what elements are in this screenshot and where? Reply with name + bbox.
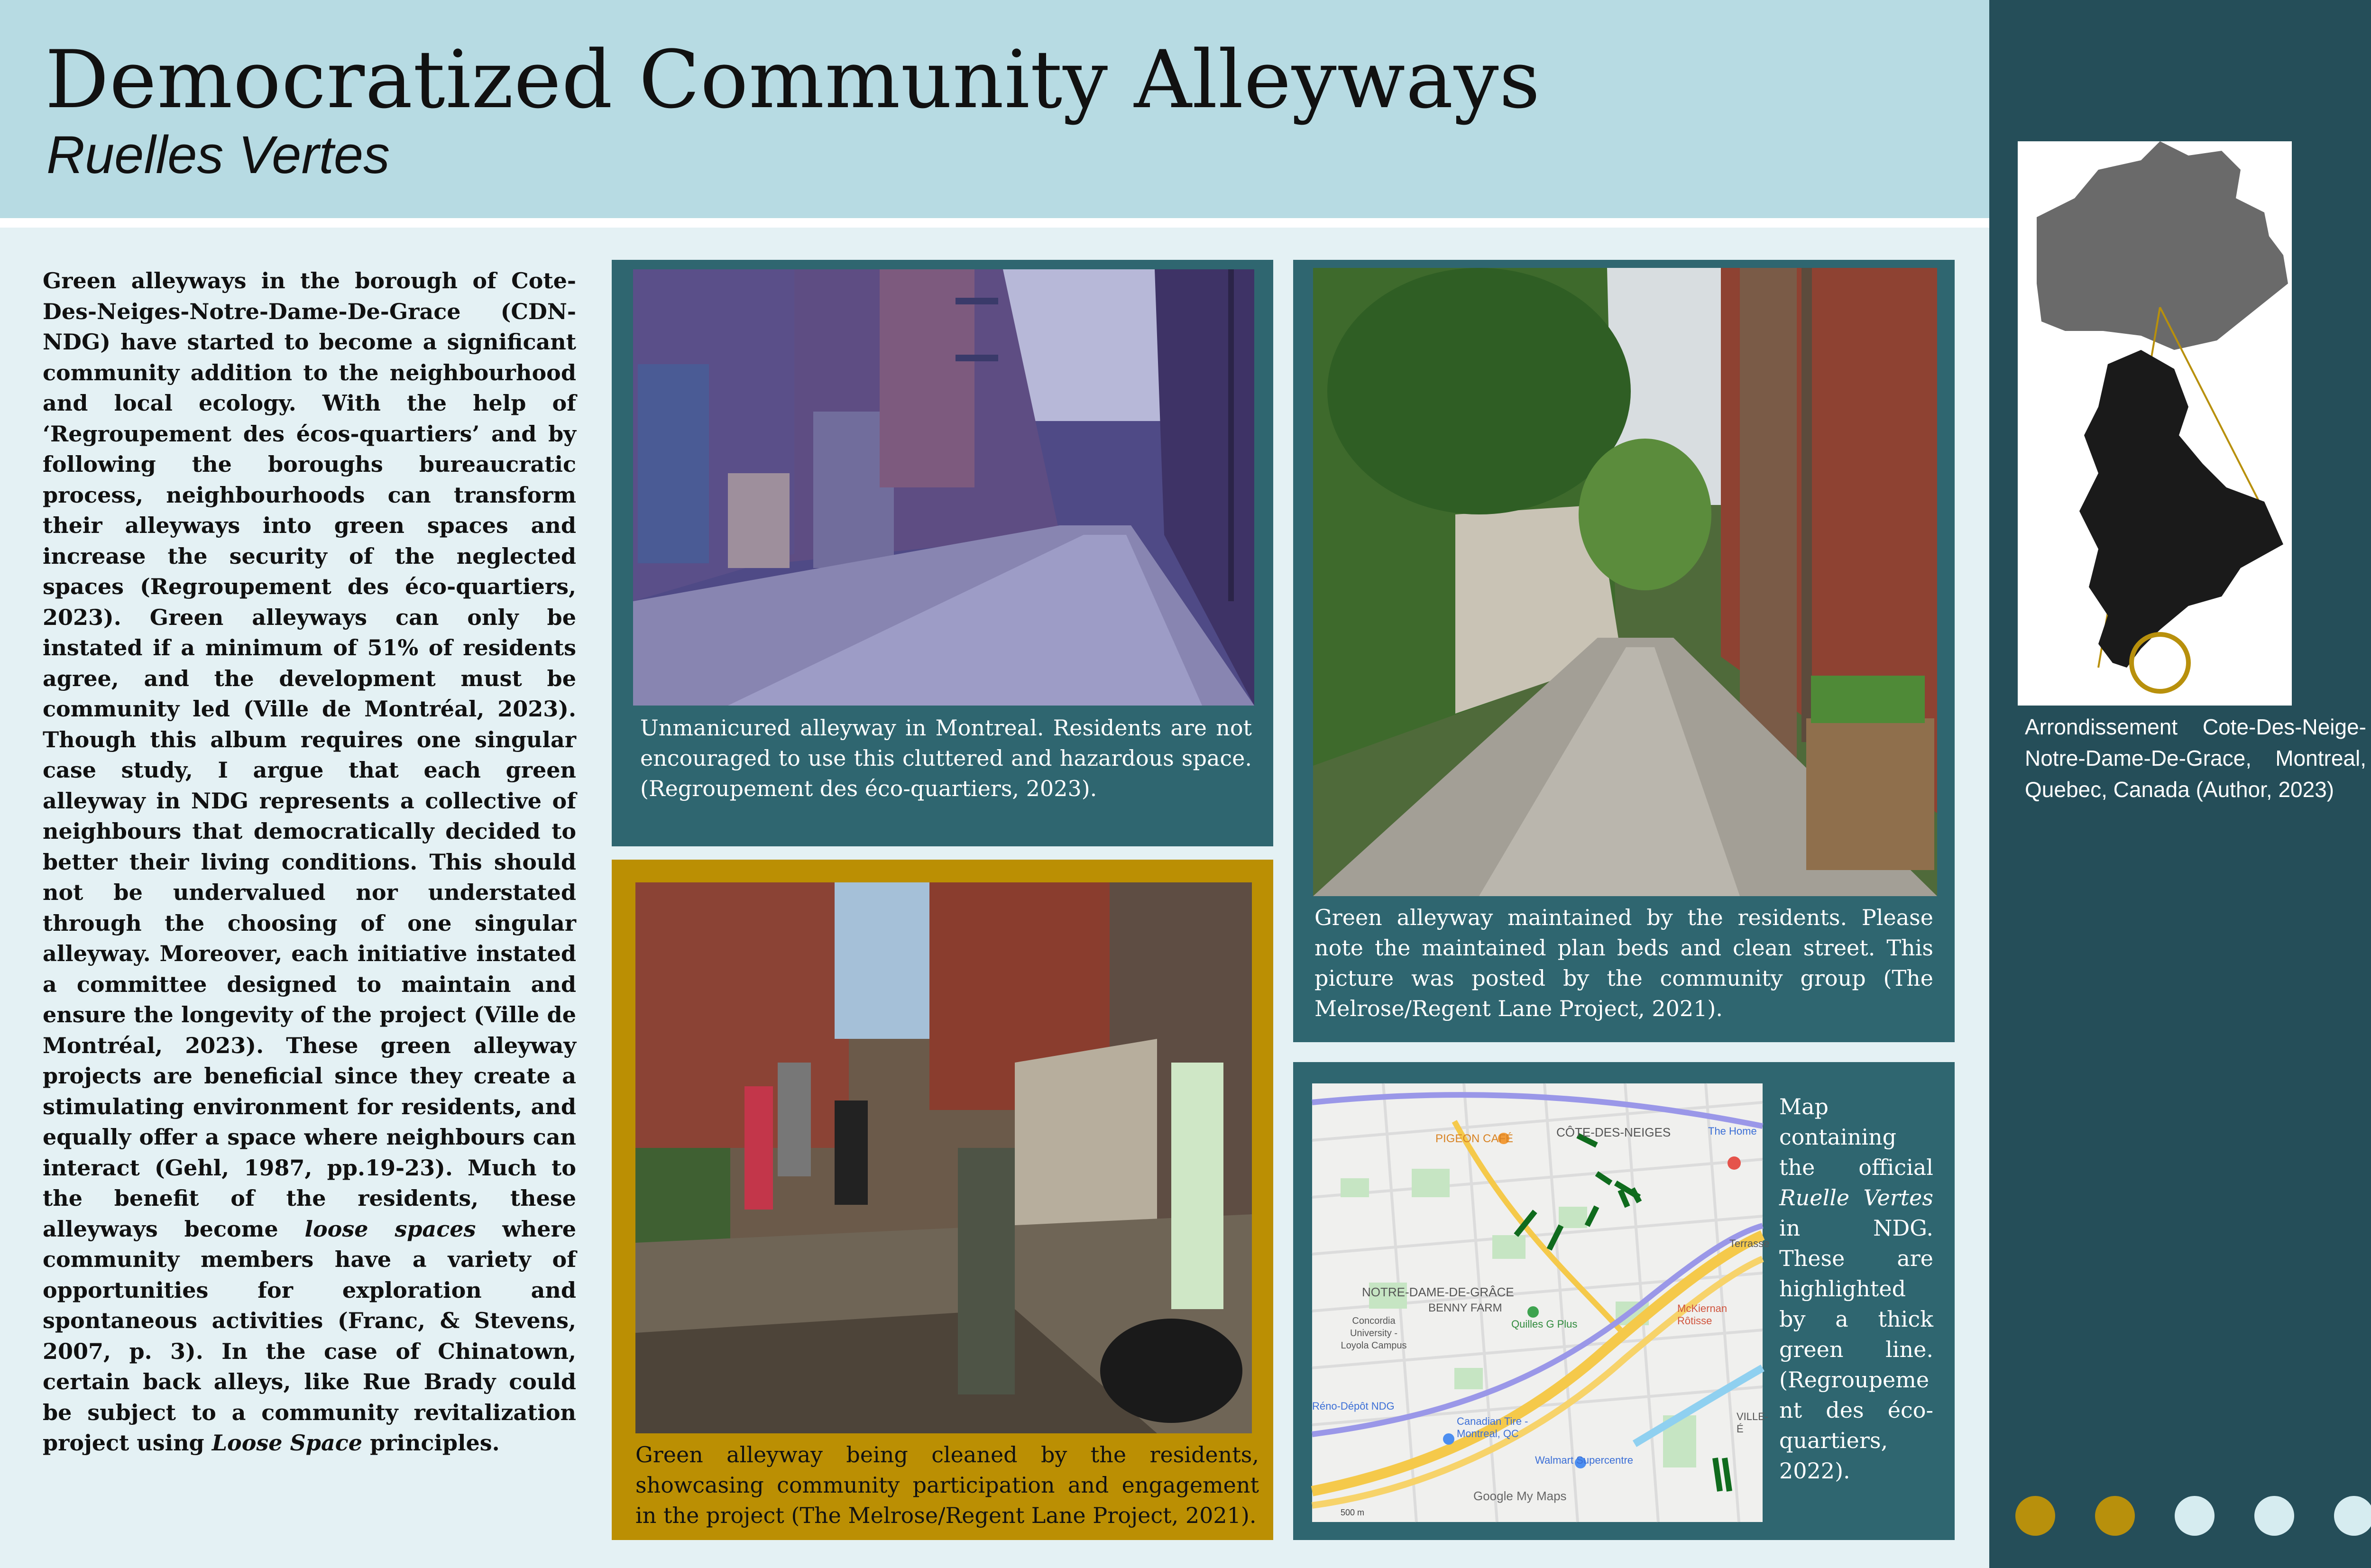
map-caption-part-2: in NDG. These are highlighted by a thick green line.(Regroupement des éco-quartiers, 2022). [1779, 1215, 1933, 1484]
locator-caption: Arrondissement Cote-Des-Neige-Notre-Dame-De-Grace, Montreal, Quebec, Canada (Author, 2023) [2025, 715, 2366, 802]
unmanicured-alley-photo [633, 269, 1254, 706]
header-divider [0, 218, 1989, 228]
essay-part-1: Green alleyways in the borough of Cote-Des-Neiges-Notre-Dame-De-Grace (CDN-NDG) have started to become a significant community addition to the neighbourhood and local ecology. With the help of ‘Regroupement des écos-quartiers’ and by following the boroughs bureaucratic process, neighbourhoods can transform their alleyways into green spaces and increase the security of the neglected spaces (Regroupement des éco-quartiers, 2023). Green alleyways can only be instated if a minimum of 51% of residents agree, and the development must be community led (Ville de Montréal, 2023). Though this album requires one singular case study, I argue that each green alleyway in NDG represents a collective of neighbours that democratically decided to better their living conditions. This should not be undervalued nor understated through the choosing of one singular alleyway. Moreover, each initiative instated a committee designed to maintain and ensure the longevity of the project (Ville de Montréal, 2023). These green alleyway projects are beneficial since they create a stimulating environment for residents, and equally offer a space where neighbours can interact (Gehl, 1987, pp.19-23). Much to the benefit of the residents, these alleyways become [43, 268, 576, 1242]
map-label-mckiernan: McKiernan Rôtisse [1677, 1302, 1728, 1327]
cleaning-alley-caption: Green alleyway being cleaned by the residents, showcasing community participation and engagement in the project (The Melrose/Regent Lane Project, 2021). [635, 1442, 1259, 1528]
page-dot[interactable] [2095, 1496, 2135, 1536]
map-label-ndg: NOTRE-DAME-DE-GRÂCE [1362, 1285, 1514, 1299]
header-banner [0, 0, 1989, 218]
page-subtitle: Ruelles Vertes [46, 125, 390, 184]
essay-text [43, 266, 576, 1458]
map-label-cote-des-neiges: CÔTE-DES-NEIGES [1556, 1125, 1671, 1139]
maintained-alley-panel [1293, 260, 1955, 1042]
map-label-ville: VILLE-É [1737, 1411, 1769, 1435]
map-label-walmart: Walmart Supercentre [1535, 1454, 1634, 1466]
map-google-logo: Google My Maps [1473, 1489, 1567, 1503]
map-label-quilles: Quilles G Plus [1511, 1318, 1578, 1330]
green-alley-map-panel [1293, 1062, 1955, 1540]
map-caption-part-1: Map containing the official [1779, 1094, 1933, 1180]
maintained-alley-photo [1313, 268, 1937, 896]
map-label-the-home: The Home [1708, 1125, 1757, 1137]
map-scale: 500 m [1341, 1508, 1365, 1517]
cleaning-alley-panel [612, 860, 1273, 1540]
page-dot[interactable] [2334, 1496, 2371, 1536]
page-title: Democratized Community Alleyways [45, 33, 1541, 126]
essay-part-3: principles. [370, 1430, 500, 1456]
essay-emphasis-loose-space: Loose Space [211, 1430, 363, 1456]
maintained-alley-caption: Green alleyway maintained by the residents. Please note the maintained plan beds and clean street. This picture was posted by the community group (The Melrose/Regent Lane Project, 2021). [1314, 905, 1933, 1021]
map-caption [1779, 1091, 1933, 1486]
map-label-terrasse: Terrasse [1729, 1238, 1770, 1249]
page-dot[interactable] [2254, 1496, 2294, 1536]
page-indicator [2015, 1496, 2371, 1536]
map-label-pigeon-cafe: PIGEON CAFÉ [1435, 1132, 1514, 1145]
ndg-map [1312, 1083, 1770, 1522]
page-dot[interactable] [2015, 1496, 2055, 1536]
map-label-reno-depot: Réno-Dépôt NDG [1312, 1400, 1395, 1412]
essay-emphasis-loose-spaces: loose spaces [304, 1216, 476, 1242]
unmanicured-alley-panel [612, 260, 1273, 846]
cleaning-alley-photo [635, 882, 1252, 1433]
map-label-concordia: Concordia University - Loyola Campus [1341, 1316, 1407, 1351]
page-dot[interactable] [2175, 1496, 2215, 1536]
locator-map [2018, 141, 2292, 706]
map-label-benny-farm: BENNY FARM [1428, 1302, 1502, 1314]
unmanicured-alley-caption: Unmanicured alleyway in Montreal. Residents are not encouraged to use this cluttered and hazardous space. (Regroupement des éco-quartiers, 2023). [640, 715, 1252, 801]
essay-part-2: where community members have a variety of opportunities for exploration and spontaneous activities (Franc, & Stevens, 2007, p. 3). In the case of Chinatown, certain back alleys, like Rue Brady could be subject to a community revitalization project using [43, 1216, 577, 1456]
map-label-canadian-tire: Canadian Tire - Montreal, QC [1457, 1415, 1528, 1440]
map-caption-emphasis: Ruelle Vertes [1779, 1185, 1933, 1210]
